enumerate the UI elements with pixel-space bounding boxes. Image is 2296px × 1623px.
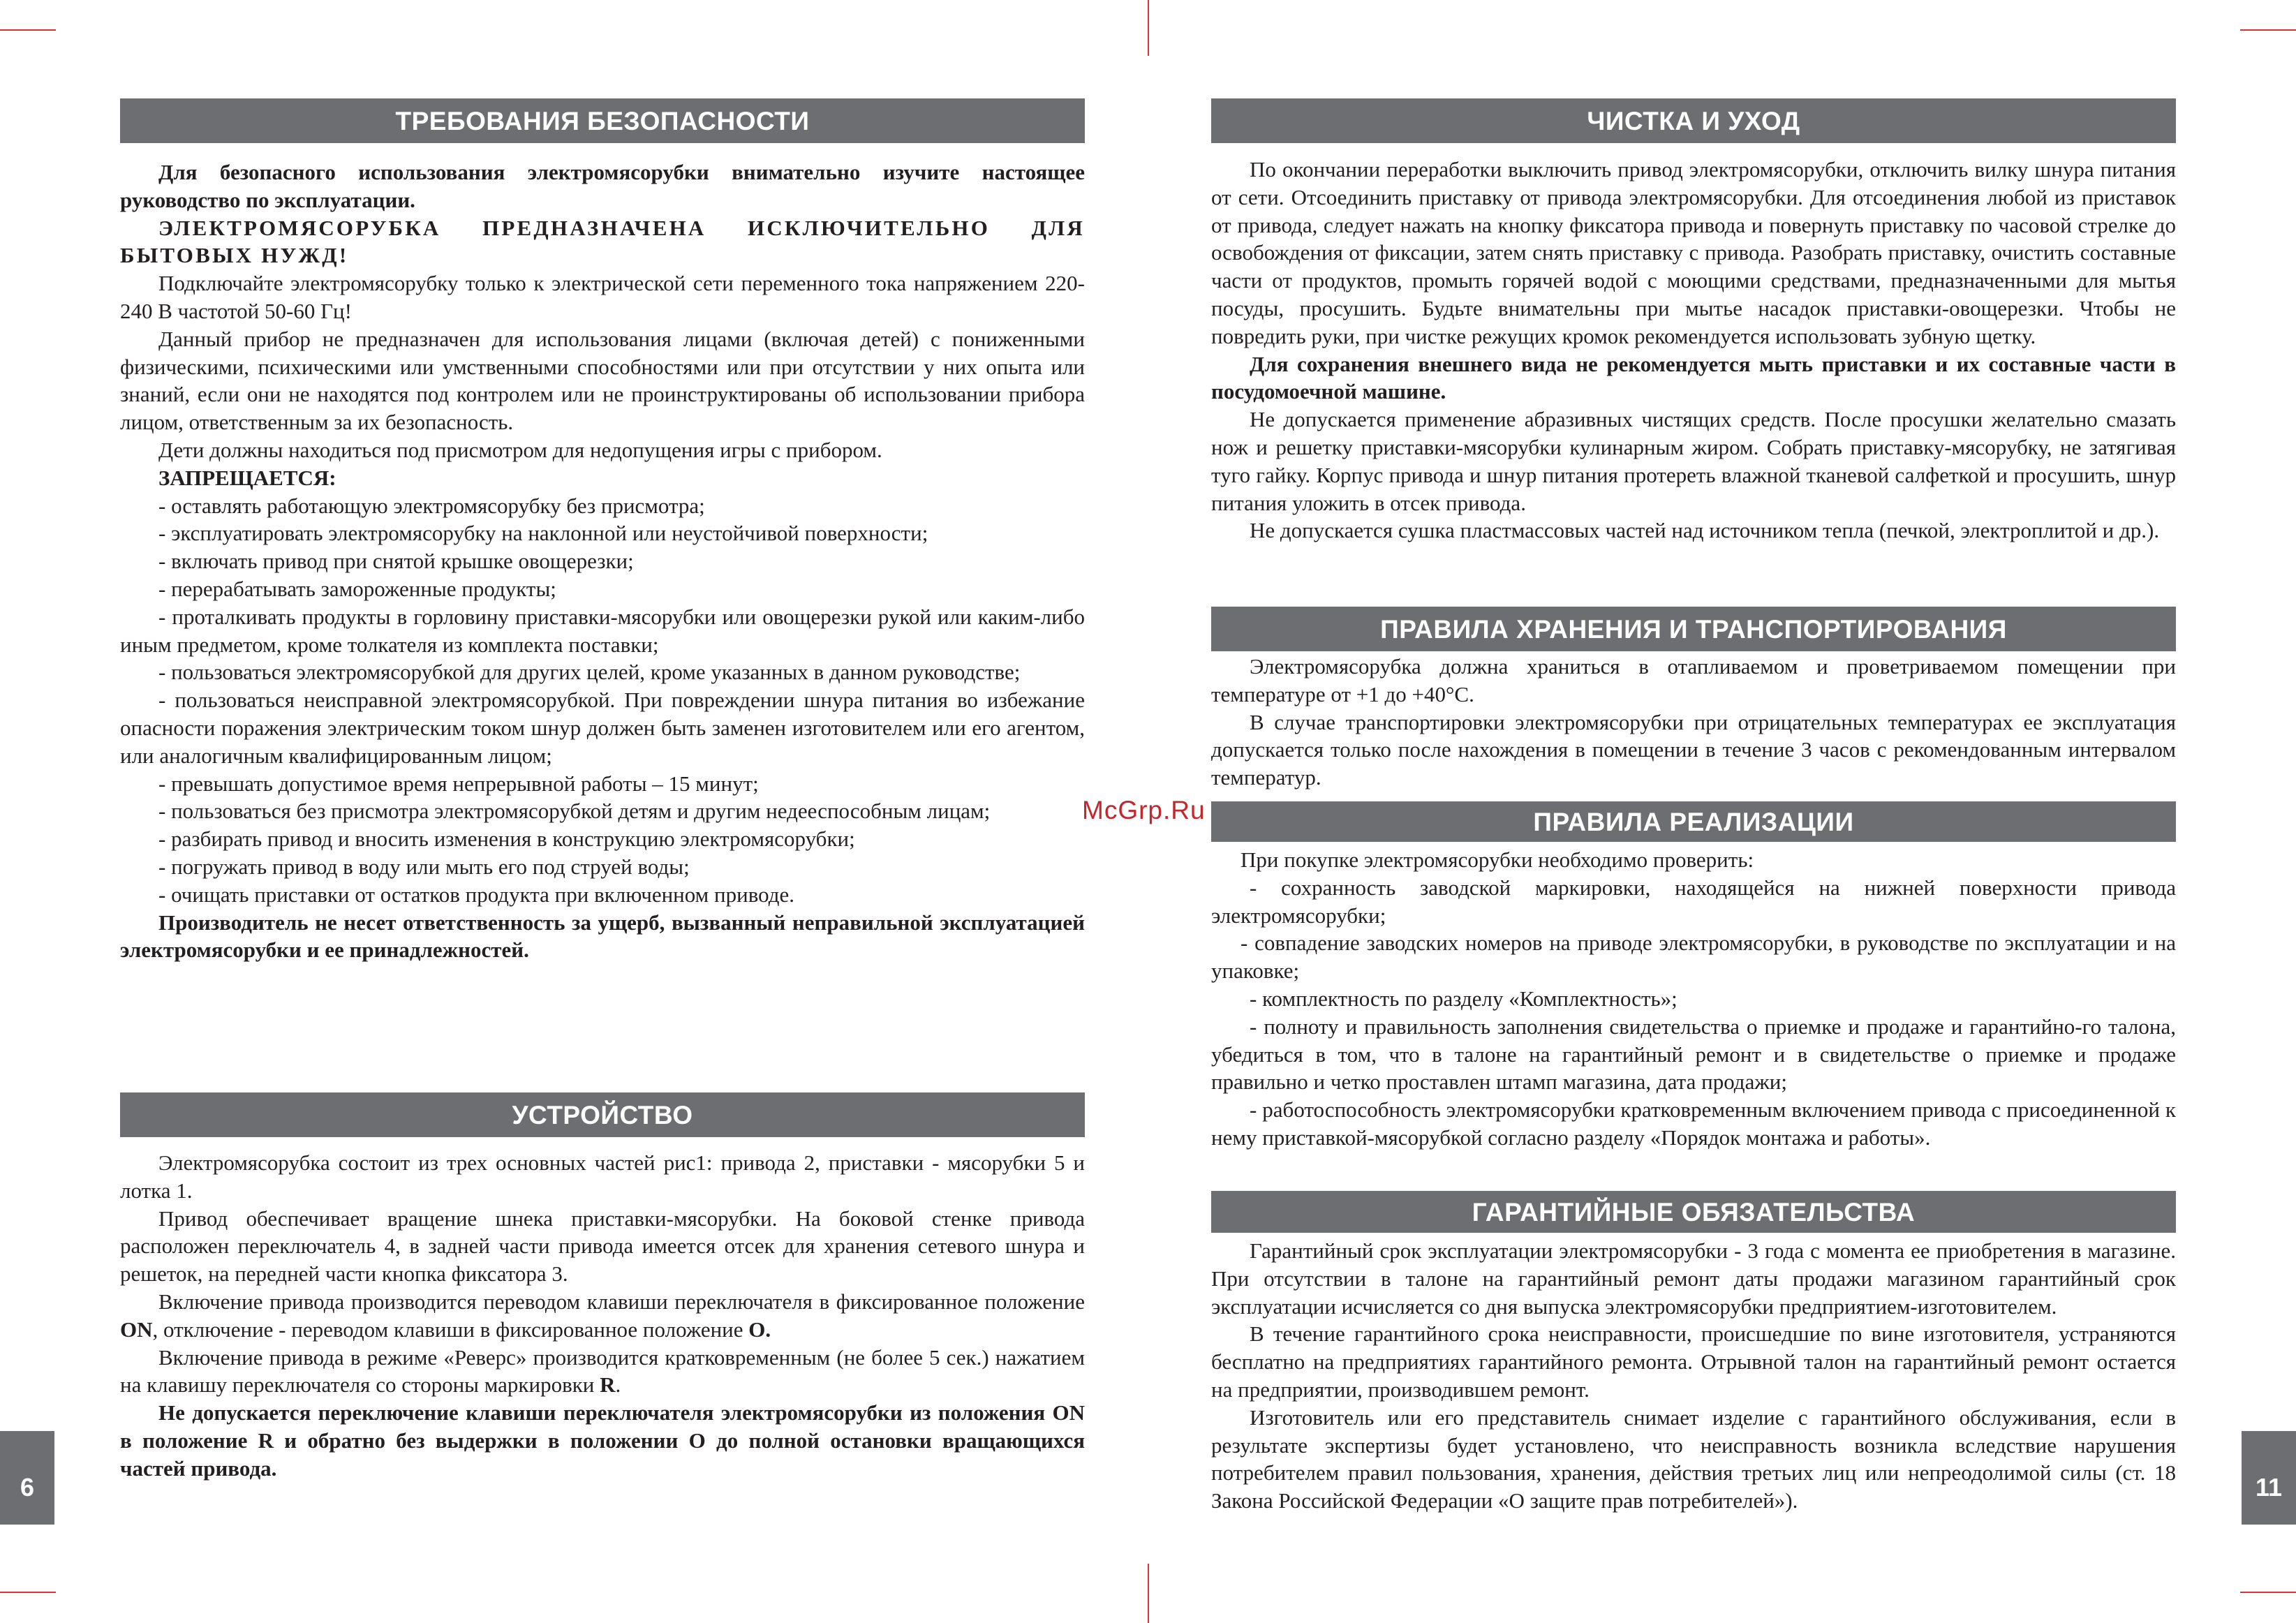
prohibited-item: - разбирать привод и вносить изменения в конструкцию электромясорубки; [158, 827, 855, 852]
safety-body [120, 158, 1085, 964]
warranty-body [1211, 1237, 2176, 1515]
prohibited-title: ЗАПРЕЩАЕТСЯ: [158, 465, 336, 490]
sale-header: ПРАВИЛА РЕАЛИЗАЦИИ [1211, 801, 2176, 842]
prohibited-item: - погружать привод в воду или мыть его под струей воды; [158, 854, 690, 879]
storage-header: ПРАВИЛА ХРАНЕНИЯ И ТРАНСПОРТИРОВАНИЯ [1211, 607, 2176, 651]
device-paragraph [120, 1288, 1085, 1344]
cleaning-section [1211, 98, 2176, 543]
device-text: Включение привода производится переводом клавиши переключателя в фиксированное положение [158, 1289, 1085, 1314]
device-section [120, 1092, 1085, 1481]
cleaning-paragraph: По окончании переработки выключить привод электромясорубки, отключить вилку шнура питания от сети. Отсоединить приставку от привода электромясорубки. Для отсоединения любой из приставок от привода, следует нажать на кнопку фиксатора привода и повернуть приставку по часовой стрелке до освобождения от фиксации, затем снять приставку с привода. Разобрать приставку, очистить составные части от продуктов, промыть горячей водой с моющими средствами, предназначенными для мытья посуды, просушить. Будьте внимательны при мытье насадок приставки-овощерезки. Чтобы не повредить руки, при чистке режущих кромок рекомендуется использовать зубную щетку. [1211, 157, 2176, 348]
watermark: McGrp.Ru [1082, 796, 1206, 824]
page-number-text: 6 [20, 1473, 35, 1502]
prohibited-item: - оставлять работающую электромясорубку без присмотра; [158, 493, 705, 518]
warranty-paragraph: Гарантийный срок эксплуатации электромясорубки - 3 года с момента ее приобретения в магазине. При отсутствии в талоне на гарантийный ремонт даты продажи магазином гарантийный срок эксплуатации исчисляется со дня выпуска электромясорубки предприятием-изготовителем. [1211, 1238, 2176, 1319]
storage-paragraph: В случае транспортировки электромясорубки при отрицательных температурах ее эксплуатация допускается только после нахождения в помещении в течение 3 часов с рекомендованным интервалом температур. [1211, 709, 2176, 790]
cleaning-paragraph: Не допускается сушка пластмассовых частей над источником тепла (печкой, электроплитой и др.). [1250, 518, 2160, 543]
on-label: ON [120, 1317, 153, 1342]
device-text: . [615, 1372, 621, 1398]
prohibited-item: - пользоваться без присмотра электромясорубкой детям и другим недееспособным лицам; [158, 799, 991, 824]
page-number-text: 11 [2255, 1473, 2283, 1502]
warranty-paragraph: Изготовитель или его представитель снимает изделие с гарантийного обслуживания, если в результате экспертизы будет установлено, что неисправность возникла вследствие нарушения потребителем правил пользования, хранения, действия третьих лиц или непреодолимой силы (ст. 18 Закона Российской Федерации «О защите прав потребителей»). [1211, 1405, 2176, 1513]
cleaning-body [1211, 156, 2176, 544]
device-paragraph: Электромясорубка состоит из трех основных частей рис1: привода 2, приставки - мясорубки 5 и лотка 1. [120, 1150, 1085, 1203]
prohibited-item: - пользоваться неисправной электромясорубкой. При повреждении шнура питания во избежание опасности поражения электрическим током шнур должен быть заменен изготовителем или его агентом, или аналогичным квалифицированным лицом; [120, 688, 1085, 768]
warranty-section [1211, 1191, 2176, 1513]
warranty-paragraph: В течение гарантийного срока неисправности, происшедшие по вине изготовителя, устраняются бесплатно на предприятиях гарантийного ремонта. Отрывной талон на гарантийный ремонт остается на предприятии, производившем ремонт. [1211, 1321, 2176, 1402]
safety-paragraph: Дети должны находиться под присмотром для недопущения игры с прибором. [158, 437, 882, 462]
right-page [1148, 0, 2296, 1623]
prohibited-item: - проталкивать продукты в горловину приставки-мясорубки или овощерезки рукой или каким-либо иным предметом, кроме толкателя из комплекта поставки; [120, 604, 1085, 657]
safety-section [120, 98, 1085, 963]
device-body [120, 1149, 1085, 1483]
device-header: УСТРОЙСТВО [120, 1092, 1085, 1137]
r-label: R [600, 1372, 616, 1398]
cleaning-note: Для сохранения внешнего вида не рекомендуется мыть приставки и их составные части в посудомоечной машине. [1211, 351, 2176, 404]
sale-item: - полноту и правильность заполнения свидетельства о приемке и продаже и гарантийно-го талона, убедиться в том, что в талоне на гарантийный ремонт и в свидетельстве о приемке и продаже правильно и четко проставлен штамп магазина, дата продажи; [1211, 1014, 2176, 1095]
safety-purpose: ЭЛЕКТРОМЯСОРУБКА ПРЕДНАЗНАЧЕНА ИСКЛЮЧИТЕЛЬНО ДЛЯ БЫТОВЫХ НУЖД! [120, 215, 1085, 268]
liability-note: Производитель не несет ответственность за ущерб, вызванный неправильной эксплуатацией электромясорубки и ее принадлежностей. [120, 910, 1085, 963]
prohibited-item: - превышать допустимое время непрерывной работы – 15 минут; [158, 771, 759, 796]
prohibited-item: - пользоваться электромясорубкой для других целей, кроме указанных в данном руководстве; [158, 660, 1021, 685]
safety-paragraph: Подключайте электромясорубку только к электрической сети переменного тока напряжением 220-240 В частотой 50-60 Гц! [120, 271, 1085, 323]
safety-paragraph: Данный прибор не предназначен для использования лицами (включая детей) с пониженными физическими, психическими или умственными способностями или при отсутствии у них опыта или знаний, если они не находятся под контролем или не проинструктированы об использовании прибора лицом, ответственным за их безопасность. [120, 326, 1085, 435]
sale-body [1211, 846, 2176, 1152]
prohibited-item: - перерабатывать замороженные продукты; [158, 576, 556, 601]
sale-item: - работоспособность электромясорубки кратковременным включением привода с присоединенной к нему приставкой-мясорубкой согласно разделу «Порядок монтажа и работы». [1211, 1097, 2176, 1150]
device-warning: Не допускается переключение клавиши переключателя электромясорубки из положения ON в положение R и обратно без выдержки в положении O до полной остановки вращающихся частей привода. [120, 1400, 1085, 1481]
sale-item: - комплектность по разделу «Комплектность»; [1250, 986, 1677, 1011]
cleaning-paragraph: Не допускается применение абразивных чистящих средств. После просушки желательно смазать нож и решетку приставки-мясорубки кулинарным жиром. Собрать приставку-мясорубку, не затягивая туго гайку. Корпус привода и шнур питания протереть влажной тканевой салфеткой и просушить, шнур питания уложить в отсек привода. [1211, 407, 2176, 515]
o-label: O. [748, 1317, 771, 1342]
storage-section [1211, 607, 2176, 790]
warranty-header: ГАРАНТИЙНЫЕ ОБЯЗАТЕЛЬСТВА [1211, 1191, 2176, 1233]
page-number-right [2242, 1431, 2296, 1525]
sale-item: - совпадение заводских номеров на приводе электромясорубки, в руководстве по эксплуатации и на упаковке; [1211, 931, 2176, 984]
prohibited-item: - очищать приставки от остатков продукта при включенном приводе. [158, 882, 795, 907]
page-number-left [0, 1431, 54, 1525]
prohibited-item: - эксплуатировать электромясорубку на наклонной или неустойчивой поверхности; [158, 521, 928, 546]
cleaning-header: ЧИСТКА И УХОД [1211, 98, 2176, 143]
sale-section [1211, 801, 2176, 1150]
sale-item: - сохранность заводской маркировки, находящейся на нижней поверхности привода электромясорубки; [1211, 875, 2176, 928]
device-text: Включение привода в режиме «Реверс» производится кратковременным (не более 5 сек.) нажатием на клавишу переключателя со стороны маркировки [120, 1344, 1085, 1398]
storage-body [1211, 653, 2176, 792]
safety-intro: Для безопасного использования электромясорубки внимательно изучите настоящее руководство по эксплуатации. [120, 160, 1085, 212]
storage-paragraph: Электромясорубка должна храниться в отапливаемом и проветриваемом помещении при температуре от +1 до +40°С. [1211, 654, 2176, 706]
safety-header: ТРЕБОВАНИЯ БЕЗОПАСНОСТИ [120, 98, 1085, 143]
device-paragraph: Привод обеспечивает вращение шнека приставки-мясорубки. На боковой стенке привода расположен переключатель 4, в задней части привода имеется отсек для хранения сетевого шнура и решеток, на передней части кнопка фиксатора 3. [120, 1206, 1085, 1287]
device-text: , отключение - переводом клавиши в фиксированное положение [152, 1317, 749, 1342]
prohibited-item: - включать привод при снятой крышке овощерезки; [158, 549, 634, 574]
device-paragraph [120, 1344, 1085, 1400]
sale-intro: При покупке электромясорубки необходимо проверить: [1240, 847, 1754, 872]
